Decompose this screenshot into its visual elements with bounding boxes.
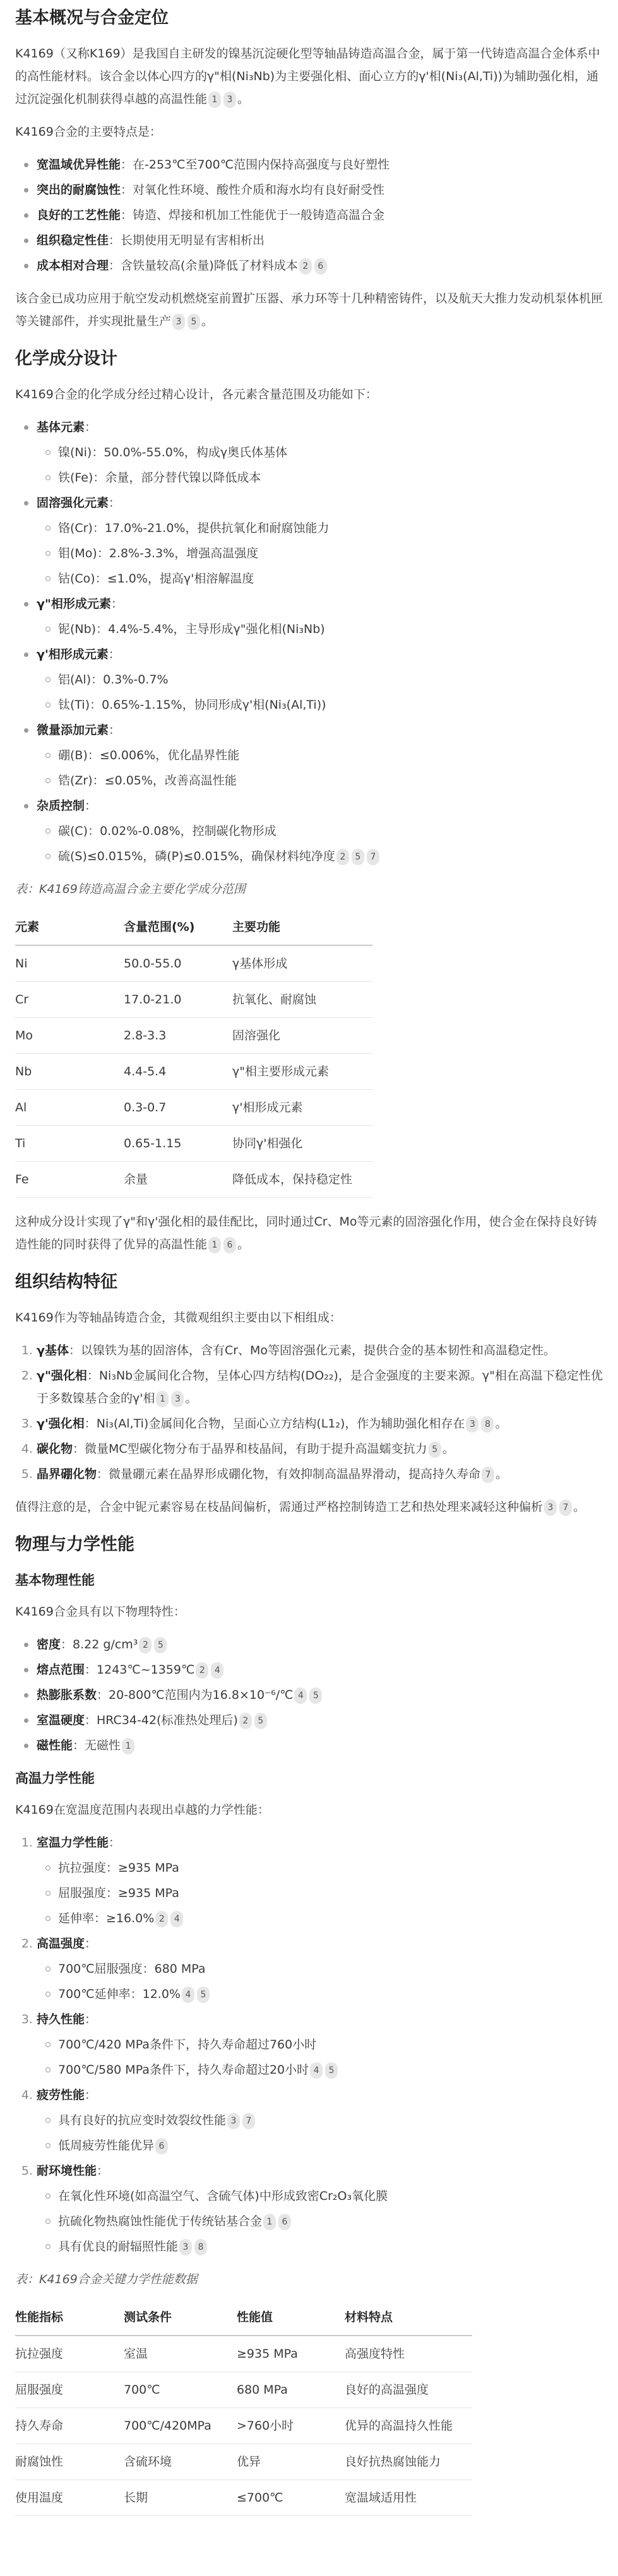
item-label: 室温硬度 bbox=[37, 1713, 85, 1727]
citation-badge[interactable]: 7 bbox=[367, 849, 379, 865]
item-text: ：铸造、焊接和机加工性能优于一般铸造高温合金 bbox=[121, 208, 385, 222]
column-header: 性能值 bbox=[237, 2300, 345, 2336]
item-text: ：以镍铁为基的固溶体，含有Cr、Mo等固溶强化元素，提供合金的基本韧性和高温稳定性。 bbox=[68, 1344, 556, 1357]
sub-list bbox=[37, 1958, 606, 2006]
table-row bbox=[15, 2372, 472, 2408]
table-cell: 协同γ'相强化 bbox=[232, 1126, 372, 1162]
section-heading: 基本概况与合金定位 bbox=[15, 8, 169, 28]
citation-badge[interactable]: 5 bbox=[254, 1713, 267, 1729]
item-text: ：20-800℃范围内为16.8×10⁻⁶/℃ bbox=[97, 1688, 294, 1702]
citation-badge[interactable]: 5 bbox=[187, 314, 200, 330]
citation-badge[interactable]: 1 bbox=[208, 1237, 221, 1253]
item-text: 铁(Fe)：余量，部分替代镍以降低成本 bbox=[58, 471, 261, 485]
item-label: 碳化物 bbox=[37, 1442, 73, 1456]
sub-list-item bbox=[58, 845, 606, 868]
list-item bbox=[37, 1932, 606, 2006]
citation-badge[interactable]: 6 bbox=[223, 1237, 236, 1253]
list-item bbox=[37, 1412, 606, 1435]
bullet-list bbox=[15, 416, 606, 868]
item-label: 耐环境性能 bbox=[37, 2164, 97, 2178]
item-text: ： bbox=[109, 1836, 121, 1850]
citation-badge[interactable]: 4 bbox=[170, 1911, 183, 1927]
citation-badge[interactable]: 2 bbox=[299, 258, 312, 275]
sub-list-item bbox=[58, 2109, 606, 2132]
table-caption: 表：K4169铸造高温合金主要化学成分范围 bbox=[15, 882, 246, 896]
list-item bbox=[37, 1339, 606, 1362]
list-item bbox=[37, 2008, 606, 2081]
sub-list-item bbox=[58, 1907, 606, 1930]
citation-badge[interactable]: 3 bbox=[179, 2239, 192, 2255]
item-text: ： bbox=[108, 647, 121, 661]
table-cell: Al bbox=[15, 1090, 124, 1126]
column-header: 测试条件 bbox=[124, 2300, 237, 2336]
sub-list bbox=[37, 820, 606, 868]
table-cell: Nb bbox=[15, 1054, 124, 1090]
citation-badge[interactable]: 6 bbox=[278, 2214, 291, 2230]
sub-list bbox=[37, 2033, 606, 2081]
table-cell: 0.65-1.15 bbox=[124, 1126, 232, 1162]
column-header: 元素 bbox=[15, 909, 124, 945]
item-label: 高温强度 bbox=[37, 1937, 85, 1951]
item-text: ：1243℃~1359℃ bbox=[85, 1663, 195, 1677]
column-header: 材料特点 bbox=[345, 2300, 472, 2336]
citation-badge[interactable]: 5 bbox=[197, 1987, 210, 2003]
citation-badge[interactable]: 8 bbox=[194, 2239, 207, 2255]
table-caption: 表：K4169合金关键力学性能数据 bbox=[15, 2272, 198, 2286]
item-text: K4169（又称K169）是我国自主研发的镍基沉淀硬化型等轴晶铸造高温合金，属于第一代铸造高温合金体系中的高性能材料。该合金以体心四方的γ"相(Ni₃Nb)为主要强化相、面心立方的γ'相(Ni₃(Al,Ti))为辅助强化相，通过沉淀强化机制获得卓越的高温性能 bbox=[15, 47, 600, 106]
sub-list-item bbox=[58, 1882, 606, 1905]
list-item bbox=[37, 719, 606, 792]
sub-list-item bbox=[58, 2185, 606, 2207]
list-item bbox=[37, 254, 606, 277]
item-text: 该合金已成功应用于航空发动机燃烧室前置扩压器、承力环等十几种精密铸件，以及航天大推力发动机泵体机匣等关键部件，并实现批量生产 bbox=[15, 292, 603, 328]
sub-list bbox=[37, 2185, 606, 2258]
citation-badge[interactable]: 2 bbox=[155, 1911, 168, 1927]
citation-badge[interactable]: 6 bbox=[155, 2138, 168, 2154]
list-item bbox=[37, 1831, 606, 1930]
table-cell: γ'相形成元素 bbox=[232, 1090, 372, 1126]
sub-list-item bbox=[58, 441, 606, 464]
sub-list bbox=[37, 744, 606, 792]
table-row bbox=[15, 1090, 372, 1126]
citation-badge[interactable]: 6 bbox=[314, 258, 327, 275]
item-label: 微量添加元素 bbox=[37, 723, 109, 737]
table-row bbox=[15, 2480, 472, 2516]
item-text: ：HRC34-42(标准热处理后) bbox=[85, 1713, 238, 1727]
sub-list bbox=[37, 441, 606, 489]
list-item bbox=[37, 1734, 606, 1757]
item-text: ：微量MC型碳化物分布于晶界和枝晶间，有助于提升高温蠕变抗力 bbox=[73, 1442, 427, 1456]
item-text: ：对氧化性环境、酸性介质和海水均有良好耐受性 bbox=[121, 183, 385, 197]
item-label: 成本相对合理 bbox=[37, 259, 109, 273]
item-text: 铝(Al)：0.3%-0.7% bbox=[58, 673, 169, 687]
list-item bbox=[37, 1364, 606, 1410]
citation-badge[interactable]: 1 bbox=[122, 1738, 134, 1754]
item-label: 突出的耐腐蚀性 bbox=[37, 183, 121, 197]
table-cell: 含硫环境 bbox=[124, 2444, 237, 2480]
citation-badge[interactable]: 5 bbox=[154, 1637, 167, 1653]
item-text: 延伸率：≥16.0% bbox=[58, 1911, 155, 1925]
list-item bbox=[37, 492, 606, 590]
sub-list-item bbox=[58, 2059, 606, 2081]
table-cell: γ"相主要形成元素 bbox=[232, 1054, 372, 1090]
item-tail: 。 bbox=[185, 1391, 198, 1405]
list-item bbox=[37, 2159, 606, 2258]
item-text: ：Ni₃(Al,Ti)金属间化合物，呈面心立方结构(L1₂)，作为辅助强化相存在 bbox=[84, 1417, 465, 1431]
table-cell: 优异 bbox=[237, 2444, 345, 2480]
item-text: K4169合金的化学成分经过精心设计，各元素含量范围及功能如下： bbox=[15, 387, 377, 401]
item-label: 晶界硼化物 bbox=[37, 1467, 97, 1481]
column-header: 含量范围(%) bbox=[124, 909, 232, 945]
item-text: 铌(Nb)：4.4%-5.4%，主导形成γ"强化相(Ni₃Nb) bbox=[58, 622, 325, 636]
sub-list-item bbox=[58, 2134, 606, 2157]
item-label: γ基体 bbox=[37, 1344, 69, 1357]
item-text: ： bbox=[109, 723, 121, 737]
citation-badge[interactable]: 1 bbox=[156, 1391, 169, 1407]
item-text: ：Ni₃Nb金属间化合物，呈体心四方结构(DO₂₂)，是合金强度的主要来源。γ"相在高温下稳定性优于多数镍基合金的γ'相 bbox=[37, 1369, 603, 1405]
item-text: 700℃延伸率：12.0% bbox=[58, 1987, 181, 2001]
item-label: 杂质控制 bbox=[37, 799, 85, 813]
item-tail: 。 bbox=[237, 92, 250, 106]
table-row bbox=[15, 982, 372, 1018]
item-text: ： bbox=[97, 2164, 109, 2178]
paragraph bbox=[15, 1799, 606, 1821]
list-item bbox=[37, 1463, 606, 1486]
sub-list-item bbox=[58, 668, 606, 691]
paragraph bbox=[15, 1306, 606, 1329]
table-cell: >760小时 bbox=[237, 2408, 345, 2444]
item-text: 700℃/580 MPa条件下，持久寿命超过20小时 bbox=[58, 2063, 309, 2077]
item-label: 固溶强化元素 bbox=[37, 496, 109, 510]
table-row bbox=[15, 1018, 372, 1054]
item-label: 热膨胀系数 bbox=[37, 1688, 97, 1702]
list-item bbox=[37, 795, 606, 868]
list-item bbox=[37, 416, 606, 489]
item-label: 室温力学性能 bbox=[37, 1836, 109, 1850]
list-item bbox=[37, 1658, 606, 1681]
table-header-row bbox=[15, 2300, 472, 2336]
table-cell: 高强度特性 bbox=[345, 2336, 472, 2372]
sub-list-item bbox=[58, 567, 606, 590]
item-text: ：含铁量较高(余量)降低了材料成本 bbox=[109, 259, 298, 273]
table-cell: 4.4-5.4 bbox=[124, 1054, 232, 1090]
table-cell: 耐腐蚀性 bbox=[15, 2444, 124, 2480]
table-cell: 余量 bbox=[124, 1162, 232, 1198]
sub-list-item bbox=[58, 2235, 606, 2258]
paragraph bbox=[15, 287, 606, 333]
table-cell: γ基体形成 bbox=[232, 945, 372, 982]
paragraph bbox=[15, 383, 606, 406]
column-header: 性能指标 bbox=[15, 2300, 124, 2336]
sub-list-item bbox=[58, 542, 606, 565]
list-item bbox=[37, 1633, 606, 1656]
table-cell: 0.3-0.7 bbox=[124, 1090, 232, 1126]
table-row bbox=[15, 2444, 472, 2480]
citation-badge[interactable]: 2 bbox=[239, 1713, 252, 1729]
citation-badge[interactable]: 3 bbox=[466, 1416, 478, 1433]
list-item bbox=[37, 1438, 606, 1460]
section-heading: 物理与力学性能 bbox=[15, 1535, 134, 1554]
item-tail: 。 bbox=[237, 1238, 250, 1251]
item-text: 铬(Cr)：17.0%-21.0%，提供抗氧化和耐腐蚀能力 bbox=[58, 521, 330, 535]
item-text: 700℃/420 MPa条件下，持久寿命超过760小时 bbox=[58, 2038, 317, 2052]
citation-badge[interactable]: 4 bbox=[211, 1662, 223, 1679]
citation-badge[interactable]: 2 bbox=[139, 1637, 152, 1653]
paragraph bbox=[15, 42, 606, 110]
item-label: 良好的工艺性能 bbox=[37, 208, 121, 222]
citation-badge[interactable]: 2 bbox=[336, 849, 349, 865]
item-text: ： bbox=[110, 597, 123, 611]
table-row bbox=[15, 1126, 372, 1162]
table-cell: 使用温度 bbox=[15, 2480, 124, 2516]
numbered-list bbox=[15, 1339, 606, 1486]
item-tail: 。 bbox=[496, 1467, 508, 1481]
item-text: K4169作为等轴晶铸造合金，其微观组织主要由以下相组成： bbox=[15, 1311, 342, 1325]
citation-badge[interactable]: 4 bbox=[182, 1987, 194, 2003]
paragraph bbox=[15, 1210, 606, 1256]
table-cell: 持久寿命 bbox=[15, 2408, 124, 2444]
table-cell: Ni bbox=[15, 945, 124, 982]
item-tail: 。 bbox=[573, 1500, 586, 1514]
table-cell: 宽温域适用性 bbox=[345, 2480, 472, 2516]
item-label: γ'相形成元素 bbox=[37, 647, 109, 661]
table-cell: 抗拉强度 bbox=[15, 2336, 124, 2372]
item-label: γ'强化相 bbox=[37, 1417, 85, 1431]
table-cell: 700℃/420MPa bbox=[124, 2408, 237, 2444]
item-text: ：8.22 g/cm³ bbox=[61, 1638, 138, 1651]
table-cell: 50.0-55.0 bbox=[124, 945, 232, 982]
item-text: ： bbox=[85, 2012, 97, 2026]
table-header-row bbox=[15, 909, 372, 945]
table-cell: 17.0-21.0 bbox=[124, 982, 232, 1018]
citation-badge[interactable]: 5 bbox=[352, 849, 364, 865]
item-text: 抗硫化物热腐蚀性能优于传统钴基合金 bbox=[58, 2214, 263, 2228]
item-text: 具有优良的耐辐照性能 bbox=[58, 2240, 179, 2254]
item-tail: 。 bbox=[201, 314, 214, 328]
column-header: 主要功能 bbox=[232, 909, 372, 945]
data-table bbox=[15, 909, 372, 1198]
list-item bbox=[37, 2084, 606, 2157]
citation-badge[interactable]: 5 bbox=[429, 1441, 441, 1458]
item-text: ：无磁性 bbox=[73, 1739, 121, 1752]
citation-badge[interactable]: 8 bbox=[481, 1416, 494, 1433]
table-cell: 优异的高温持久性能 bbox=[345, 2408, 472, 2444]
item-label: 熔点范围 bbox=[37, 1663, 85, 1677]
item-text: 锆(Zr)：≤0.05%，改善高温性能 bbox=[58, 774, 237, 788]
item-text: 硼(B)：≤0.006%，优化晶界性能 bbox=[58, 748, 240, 762]
citation-badge[interactable]: 3 bbox=[227, 2113, 240, 2129]
table-cell: 良好的高温强度 bbox=[345, 2372, 472, 2408]
citation-badge[interactable]: 7 bbox=[242, 2113, 255, 2129]
item-label: γ"相形成元素 bbox=[37, 597, 111, 611]
item-tail: 。 bbox=[442, 1442, 455, 1456]
item-text: 抗拉强度：≥935 MPa bbox=[58, 1861, 179, 1875]
citation-badge[interactable]: 5 bbox=[309, 1687, 322, 1704]
item-text: ：长期使用无明显有害相析出 bbox=[109, 233, 265, 247]
sub-list-item bbox=[58, 820, 606, 842]
bullet-list bbox=[15, 153, 606, 277]
item-text: 硫(S)≤0.015%，磷(P)≤0.015%，确保材料纯净度 bbox=[58, 849, 335, 863]
table-cell: ≤700℃ bbox=[237, 2480, 345, 2516]
item-text: ：微量硼元素在晶界形成硼化物，有效抑制高温晶界滑动，提高持久寿命 bbox=[97, 1467, 481, 1481]
table-cell: 屈服强度 bbox=[15, 2372, 124, 2408]
item-text: K4169在宽温度范围内表现出卓越的力学性能： bbox=[15, 1803, 270, 1817]
table-cell: 室温 bbox=[124, 2336, 237, 2372]
item-text: 在氧化性环境(如高温空气、含硫气体)中形成致密Cr₂O₃氧化膜 bbox=[58, 2189, 388, 2203]
table-row bbox=[15, 2408, 472, 2444]
item-text: 具有良好的抗应变时效裂纹性能 bbox=[58, 2113, 227, 2127]
sub-list bbox=[37, 668, 606, 716]
table-cell: Ti bbox=[15, 1126, 124, 1162]
citation-badge[interactable]: 3 bbox=[171, 1391, 184, 1407]
item-text: 镍(Ni)：50.0%-55.0%，构成γ奥氏体基体 bbox=[58, 446, 288, 459]
item-text: ： bbox=[85, 2088, 97, 2102]
item-text: 钛(Ti)：0.65%-1.15%，协同形成γ'相(Ni₃(Al,Ti)) bbox=[58, 698, 326, 712]
sub-list-item bbox=[58, 694, 606, 716]
item-text: 碳(C)：0.02%-0.08%，控制碳化物形成 bbox=[58, 824, 276, 838]
item-text: 这种成分设计实现了γ"和γ'强化相的最佳配比，同时通过Cr、Mo等元素的固溶强化作用，使合金在保持良好铸造性能的同时获得了优异的高温性能 bbox=[15, 1215, 597, 1251]
table-cell: 固溶强化 bbox=[232, 1018, 372, 1054]
item-text: 700℃屈服强度：680 MPa bbox=[58, 1962, 206, 1976]
table-cell: 长期 bbox=[124, 2480, 237, 2516]
section-heading: 组织结构特征 bbox=[15, 1272, 117, 1292]
paragraph bbox=[15, 1600, 606, 1623]
item-label: 疲劳性能 bbox=[37, 2088, 85, 2102]
citation-badge[interactable]: 2 bbox=[196, 1662, 208, 1679]
item-label: 组织稳定性佳 bbox=[37, 233, 109, 247]
list-item bbox=[37, 643, 606, 716]
item-text: ： bbox=[85, 420, 97, 434]
table-cell: Mo bbox=[15, 1018, 124, 1054]
table-cell: 2.8-3.3 bbox=[124, 1018, 232, 1054]
sub-list-item bbox=[58, 1983, 606, 2006]
table-cell: ≥935 MPa bbox=[237, 2336, 345, 2372]
data-table bbox=[15, 2300, 472, 2516]
bullet-list bbox=[15, 1633, 606, 1757]
table-row bbox=[15, 1162, 372, 1198]
item-text: 屈服强度：≥935 MPa bbox=[58, 1886, 179, 1900]
item-label: 磁性能 bbox=[37, 1739, 73, 1752]
citation-badge[interactable]: 7 bbox=[482, 1467, 494, 1483]
item-text: K4169合金的主要特点是： bbox=[15, 125, 162, 139]
table-cell: 降低成本，保持稳定性 bbox=[232, 1162, 372, 1198]
subsection-heading: 基本物理性能 bbox=[15, 1573, 95, 1588]
item-text: K4169合金具有以下物理特性： bbox=[15, 1605, 186, 1619]
item-label: 密度 bbox=[37, 1638, 61, 1651]
sub-list bbox=[37, 2109, 606, 2157]
table-row bbox=[15, 1054, 372, 1090]
item-label: 持久性能 bbox=[37, 2012, 85, 2026]
item-tail: 。 bbox=[495, 1417, 508, 1431]
sub-list-item bbox=[58, 769, 606, 792]
citation-badge[interactable]: 4 bbox=[310, 2062, 323, 2079]
numbered-list bbox=[15, 1831, 606, 2258]
item-label: 基体元素 bbox=[37, 420, 85, 434]
table-cell: 700℃ bbox=[124, 2372, 237, 2408]
item-text: 低周疲劳性能优异 bbox=[58, 2139, 155, 2153]
table-cell: Fe bbox=[15, 1162, 124, 1198]
citation-badge[interactable]: 1 bbox=[208, 92, 221, 108]
item-label: 宽温域优异性能 bbox=[37, 158, 121, 172]
list-item bbox=[37, 229, 606, 252]
sub-list-item bbox=[58, 2033, 606, 2056]
item-text: ： bbox=[85, 799, 97, 813]
citation-badge[interactable]: 3 bbox=[223, 92, 236, 108]
table-cell: Cr bbox=[15, 982, 124, 1018]
sub-list bbox=[37, 618, 606, 641]
table-row bbox=[15, 2336, 472, 2372]
section-heading: 化学成分设计 bbox=[15, 349, 117, 369]
table-cell: 抗氧化、耐腐蚀 bbox=[232, 982, 372, 1018]
citation-badge[interactable]: 1 bbox=[263, 2214, 276, 2230]
item-text: 值得注意的是，合金中铌元素容易在枝晶间偏析，需通过严格控制铸造工艺和热处理来减轻这种偏析 bbox=[15, 1500, 544, 1514]
item-text: ：在-253℃至700℃范围内保持高强度与良好塑性 bbox=[121, 158, 390, 172]
table-row bbox=[15, 945, 372, 982]
list-item bbox=[37, 204, 606, 227]
table-cell: 良好抗热腐蚀能力 bbox=[345, 2444, 472, 2480]
list-item bbox=[37, 153, 606, 176]
citation-badge[interactable]: 5 bbox=[325, 2062, 338, 2079]
citation-badge[interactable]: 3 bbox=[544, 1499, 557, 1516]
sub-list bbox=[37, 517, 606, 590]
paragraph bbox=[15, 1496, 606, 1518]
sub-list-item bbox=[58, 517, 606, 540]
citation-badge[interactable]: 3 bbox=[172, 314, 185, 330]
item-label: γ"强化相 bbox=[37, 1369, 87, 1383]
sub-list-item bbox=[58, 1958, 606, 1980]
item-text: ： bbox=[85, 1937, 97, 1951]
sub-list-item bbox=[58, 466, 606, 489]
sub-list-item bbox=[58, 1857, 606, 1879]
list-item bbox=[37, 179, 606, 201]
citation-badge[interactable]: 4 bbox=[294, 1687, 307, 1704]
list-item bbox=[37, 1684, 606, 1706]
paragraph bbox=[15, 121, 606, 143]
item-text: ： bbox=[109, 496, 121, 510]
sub-list-item bbox=[58, 2210, 606, 2233]
list-item bbox=[37, 593, 606, 641]
sub-list bbox=[37, 1857, 606, 1930]
item-text: 钼(Mo)：2.8%-3.3%，增强高温强度 bbox=[58, 547, 259, 560]
list-item bbox=[37, 1709, 606, 1732]
citation-badge[interactable]: 7 bbox=[559, 1499, 572, 1516]
sub-list-item bbox=[58, 618, 606, 641]
item-text: 钴(Co)：≤1.0%，提高γ'相溶解温度 bbox=[58, 572, 254, 586]
table-cell: 680 MPa bbox=[237, 2372, 345, 2408]
sub-list-item bbox=[58, 744, 606, 767]
subsection-heading: 高温力学性能 bbox=[15, 1771, 95, 1786]
